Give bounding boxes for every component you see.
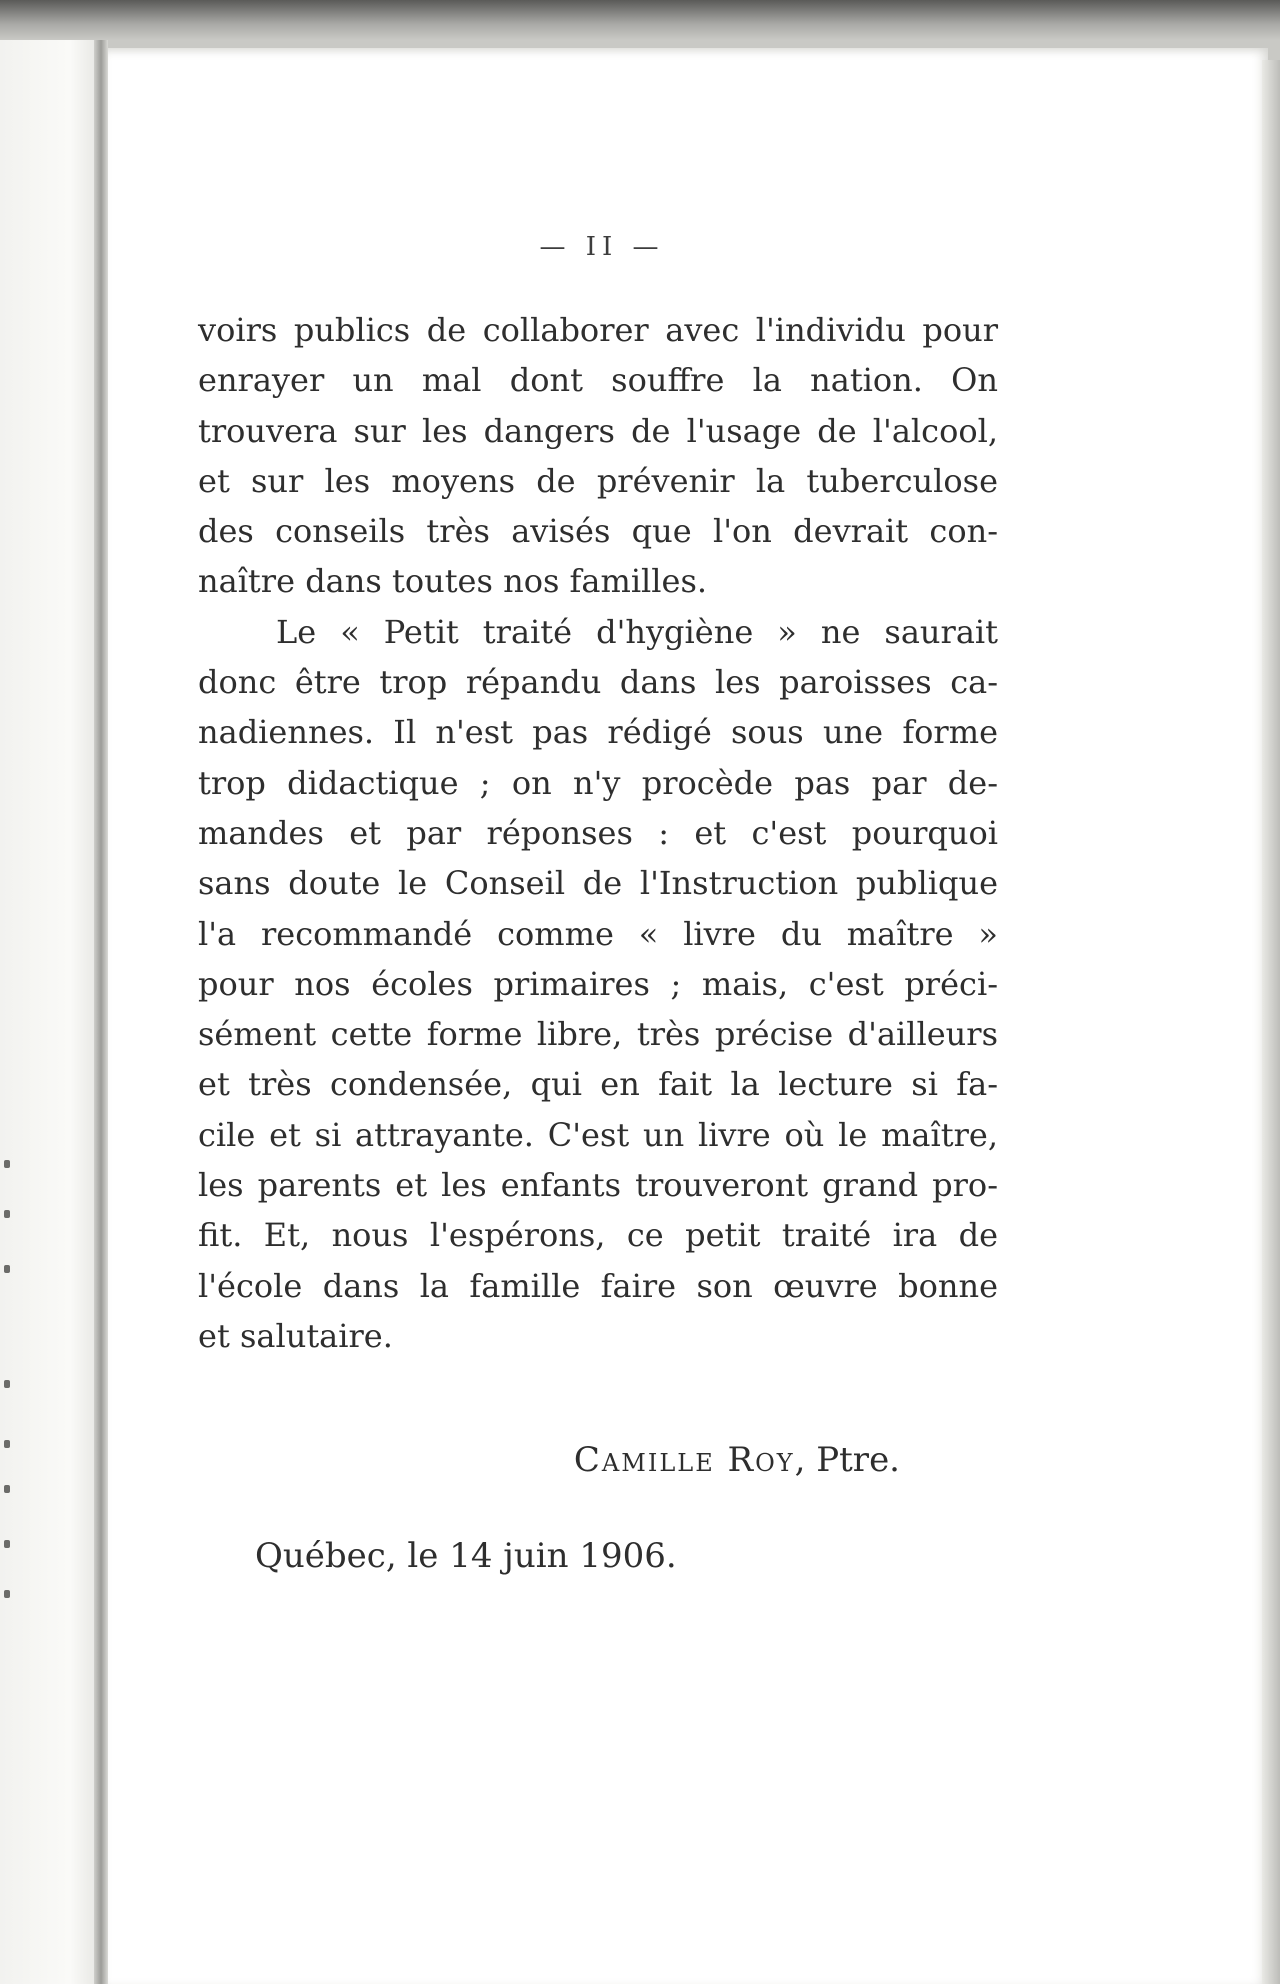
text-line: les parents et les enfants trouveront grand pro- — [198, 1166, 998, 1205]
text-line: mandes et par réponses : et c'est pourquoi — [198, 813, 998, 852]
text-line: trouvera sur les dangers de l'usage de l'alcool, — [198, 411, 998, 450]
scanner-edge — [0, 0, 1280, 40]
text-line: naître dans toutes nos familles. — [198, 562, 708, 601]
text-line: trop didactique ; on n'y procède pas par de- — [198, 763, 998, 802]
date-line: Québec, le 14 juin 1906. — [255, 1536, 677, 1576]
page-number: — II — — [539, 232, 665, 262]
signature — [500, 1440, 900, 1480]
page-edge-shadow — [1262, 60, 1280, 1984]
text-line: et sur les moyens de prévenir la tuberculose — [198, 461, 998, 500]
text-line: cile et si attrayante. C'est un livre où le maître, — [198, 1115, 998, 1154]
text-line: donc être trop répandu dans les paroisses ca- — [198, 663, 998, 702]
signature-name: Camille Roy — [573, 1440, 795, 1480]
text-line: l'école dans la famille faire son œuvre bonne — [198, 1266, 998, 1305]
book-gutter — [94, 40, 108, 1984]
facing-page-marks — [0, 0, 20, 1984]
text-line: nadiennes. Il n'est pas rédigé sous une forme — [198, 713, 998, 752]
text-line: pour nos écoles primaires ; mais, c'est préci- — [198, 964, 998, 1003]
text-line: enrayer un mal dont souffre la nation. On — [198, 361, 998, 400]
text-line: l'a recommandé comme « livre du maître » — [198, 914, 998, 953]
text-line: et salutaire. — [198, 1316, 393, 1355]
text-line: des conseils très avisés que l'on devrait con- — [198, 512, 998, 551]
text-line: Le « Petit traité d'hygiène » ne saurait — [276, 612, 998, 651]
body-text — [198, 305, 998, 1361]
text-line: voirs publics de collaborer avec l'individu pour — [198, 311, 998, 349]
text-line: et très condensée, qui en fait la lecture si fa- — [198, 1065, 998, 1104]
text-line: sans doute le Conseil de l'Instruction publique — [198, 864, 998, 903]
text-line: fit. Et, nous l'espérons, ce petit traité ira de — [198, 1216, 998, 1255]
signature-title: , Ptre. — [794, 1440, 900, 1480]
text-line: sément cette forme libre, très précise d'ailleurs — [198, 1015, 998, 1054]
